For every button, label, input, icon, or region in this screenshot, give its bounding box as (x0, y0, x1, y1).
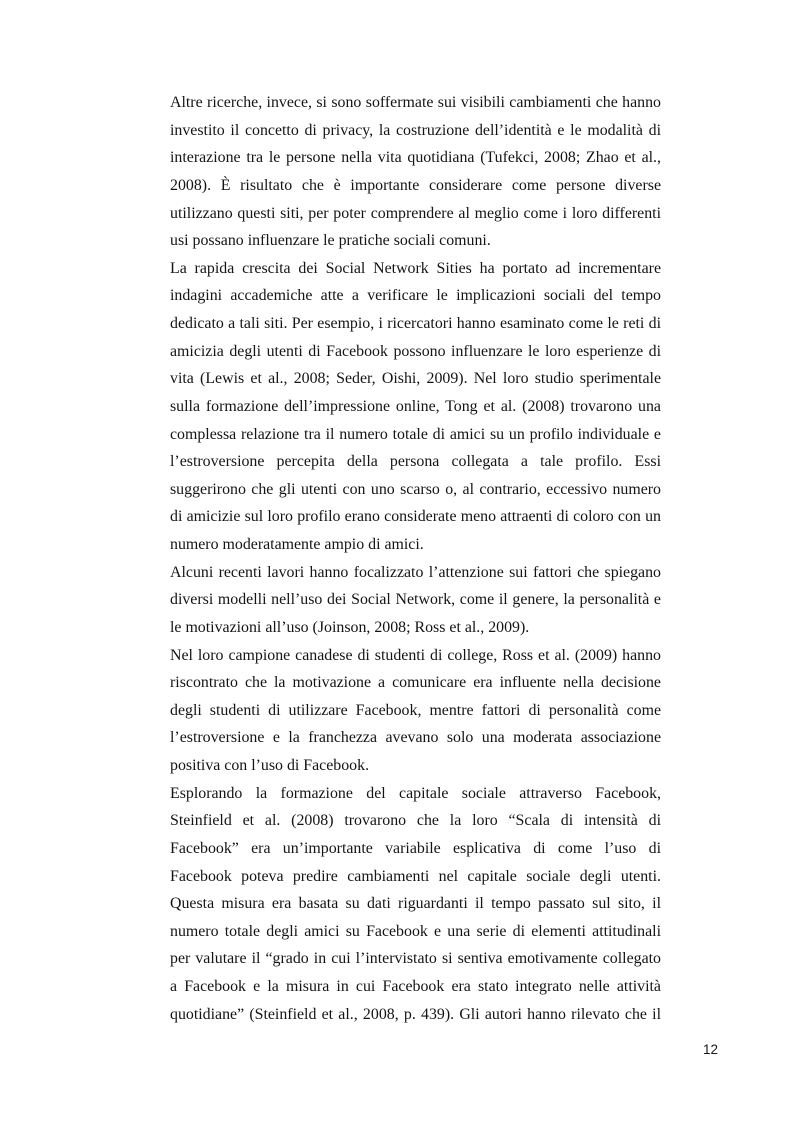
text-line: numero moderatamente ampio di amici. (170, 536, 424, 553)
text-line: riscontrato che la motivazione a comunicare era influente nella decisione (170, 674, 661, 692)
text-line: sulla formazione dell’impressione online, Tong et al. (2008) trovarono una (170, 397, 661, 415)
text-line: La rapida crescita dei Social Network Sities ha portato ad incrementare (170, 259, 661, 277)
text-line: numero totale degli amici su Facebook e una serie di elementi attitudinali (170, 922, 661, 940)
text-line: quotidiane” (Steinfield et al., 2008, p. 439). Gli autori hanno rilevato che il (170, 1005, 661, 1023)
text-line: per valutare il “grado in cui l’intervistato si sentiva emotivamente collegato (170, 950, 661, 968)
text-line: usi possano influenzare le pratiche sociali comuni. (170, 232, 491, 250)
text-line: utilizzano questi siti, per poter comprendere al meglio come i loro differenti (170, 204, 661, 222)
text-line: Alcuni recenti lavori hanno focalizzato l’attenzione sui fattori che spiegano (170, 563, 661, 581)
text-line: Nel loro campione canadese di studenti di college, Ross et al. (2009) hanno (170, 646, 661, 664)
text-line: Facebook poteva predire cambiamenti nel capitale sociale degli utenti. (170, 867, 661, 885)
text-line: Altre ricerche, invece, si sono soffermate sui visibili cambiamenti che hanno (170, 94, 661, 111)
paragraph (170, 255, 661, 559)
paragraph (170, 559, 661, 642)
text-line: complessa relazione tra il numero totale di amici su un profilo individuale e (170, 425, 661, 443)
text-line: l’estroversione percepita della persona collegata a tale profilo. Essi (170, 453, 661, 471)
text-line: Questa misura era basata su dati riguardanti il tempo passato sul sito, il (170, 895, 661, 913)
paragraph (170, 780, 661, 1029)
text-line: positiva con l’uso di Facebook. (170, 757, 370, 774)
text-line: amicizia degli utenti di Facebook possono influenzare le loro esperienze di (170, 342, 661, 360)
text-line: degli studenti di utilizzare Facebook, mentre fattori di personalità come (170, 701, 661, 719)
text-line: diversi modelli nell’uso dei Social Network, come il genere, la personalità e (170, 591, 661, 609)
text-line: Steinfield et al. (2008) trovarono che la loro “Scala di intensità di (170, 812, 661, 830)
text-line: dedicato a tali siti. Per esempio, i ricercatori hanno esaminato come le reti di (170, 315, 661, 332)
text-line: l’estroversione e la franchezza avevano solo una moderata associazione (170, 729, 661, 747)
text-line: indagini accademiche atte a verificare le implicazioni sociali del tempo (170, 287, 661, 305)
text-line: investito il concetto di privacy, la costruzione dell’identità e le modalità di (170, 121, 661, 139)
text-line: Facebook” era un’importante variabile esplicativa di come l’uso di (170, 839, 661, 857)
text-line: vita (Lewis et al., 2008; Seder, Oishi, 2009). Nel loro studio sperimentale (170, 370, 661, 388)
text-line: 2008). È risultato che è importante considerare come persone diverse (170, 176, 661, 194)
text-line: Esplorando la formazione del capitale sociale attraverso Facebook, (170, 784, 661, 802)
paragraph (170, 89, 661, 255)
text-line: le motivazioni all’uso (Joinson, 2008; Ross et al., 2009). (170, 618, 530, 636)
text-line: suggerirono che gli utenti con uno scarso o, al contrario, eccessivo numero (170, 480, 661, 498)
paragraph (170, 642, 661, 780)
text-line: interazione tra le persone nella vita quotidiana (Tufekci, 2008; Zhao et al., (170, 149, 661, 167)
text-line: a Facebook e la misura in cui Facebook era stato integrato nelle attività (170, 978, 661, 995)
text-line: di amicizie sul loro profilo erano considerate meno attraenti di coloro con un (170, 508, 661, 526)
page-number: 12 (702, 1042, 718, 1057)
body-text (170, 89, 661, 1028)
